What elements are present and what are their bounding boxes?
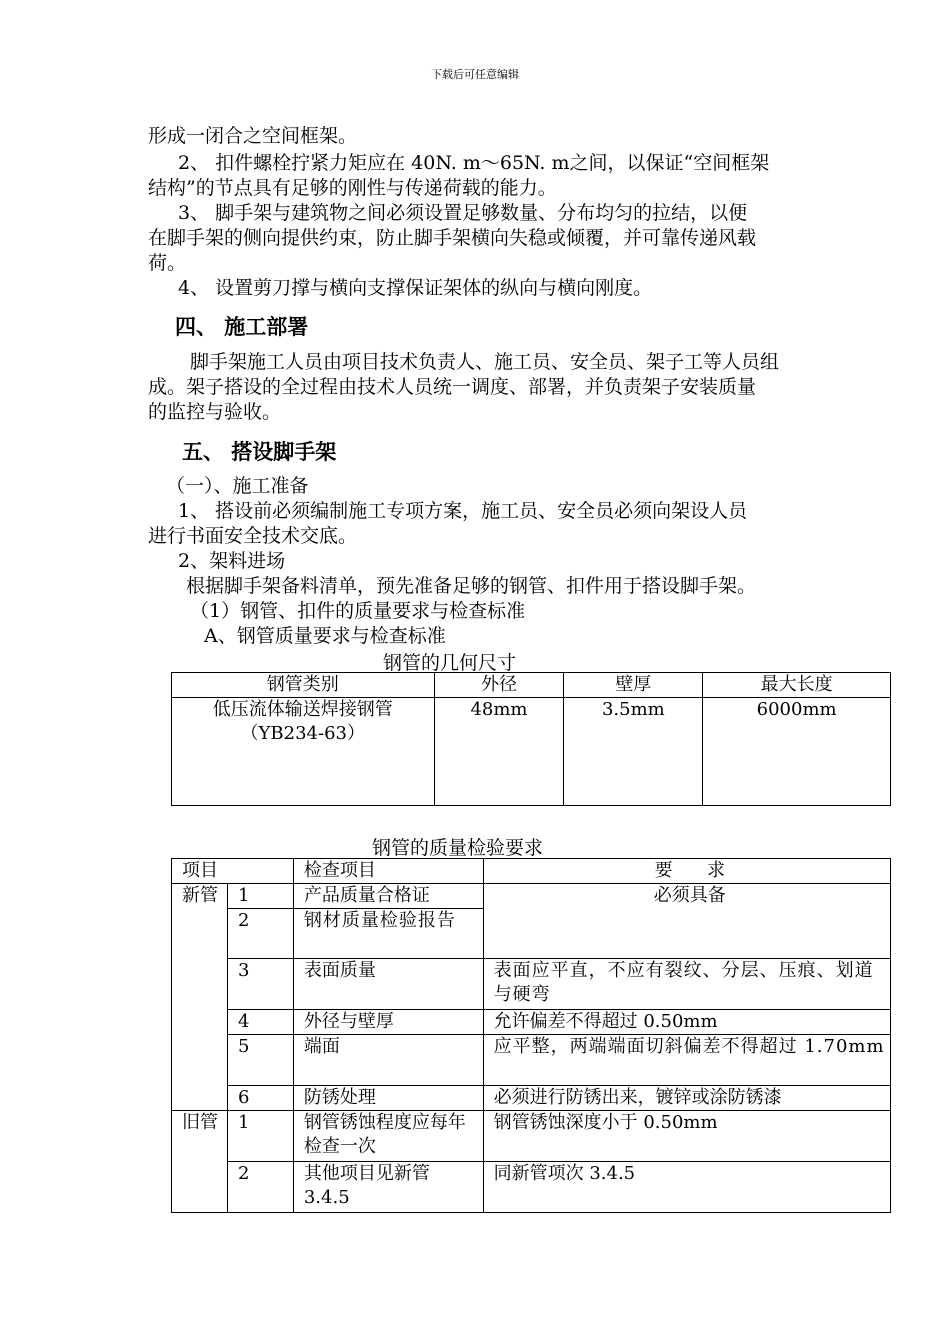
row-number: 2	[227, 1162, 293, 1213]
paragraph-line: 根据脚手架备料清单，预先准备足够的钢管、扣件用于搭设脚手架。	[186, 575, 757, 597]
header-cell: 最大长度	[703, 673, 891, 698]
paragraph-line: （1）钢管、扣件的质量要求与检查标准	[190, 600, 526, 622]
table-row	[172, 1010, 891, 1035]
requirement: 允许偏差不得超过 0.50mm	[483, 1010, 890, 1035]
paragraph-line: 成。架子搭设的全过程由技术人员统一调度、部署，并负责架子安装质量	[148, 376, 757, 398]
row-number: 3	[227, 959, 293, 1010]
paragraph-line: 荷。	[148, 252, 187, 274]
row-number: 1	[227, 1111, 293, 1162]
paragraph-line: 脚手架施工人员由项目技术负责人、施工员、安全员、架子工等人员组	[190, 351, 780, 373]
paragraph-line: 2、 扣件螺栓拧紧力矩应在 40N. m～65N. m之间，以保证“空间框架	[178, 152, 770, 174]
table-caption: 钢管的质量检验要求	[372, 837, 544, 859]
check-item: 产品质量合格证	[293, 884, 483, 909]
row-number: 1	[227, 884, 293, 909]
check-item: 其他项目见新管 3.4.5	[293, 1162, 483, 1213]
table-header-row	[172, 859, 891, 884]
table-header-row	[172, 673, 891, 698]
requirement: 应平整，两端端面切斜偏差不得超过 1.70mm	[483, 1035, 890, 1086]
group-old-cell: 旧管	[172, 1111, 228, 1213]
pipe-dimensions-table	[171, 672, 891, 806]
check-item: 钢材质量检验报告	[293, 909, 483, 959]
table-row	[172, 1111, 891, 1162]
paragraph-line: 形成一闭合之空间框架。	[148, 125, 358, 147]
check-item: 外径与壁厚	[293, 1010, 483, 1035]
table-row	[172, 1035, 891, 1086]
requirement: 同新管项次 3.4.5	[483, 1162, 890, 1213]
pipe-type-cell	[172, 698, 435, 806]
subsection-heading: （一）、施工准备	[166, 475, 309, 497]
wall-thickness-cell: 3.5mm	[564, 698, 703, 806]
section-heading: 四、 施工部署	[175, 315, 309, 339]
paragraph-line: 3、 脚手架与建筑物之间必须设置足够数量、分布均匀的拉结，以便	[178, 202, 748, 224]
check-item: 端面	[293, 1035, 483, 1086]
table-row	[172, 1162, 891, 1213]
paragraph-line: A、钢管质量要求与检查标准	[204, 625, 446, 647]
paragraph-line: 结构”的节点具有足够的刚性与传递荷载的能力。	[148, 177, 557, 199]
table-caption: 钢管的几何尺寸	[383, 652, 517, 674]
pipe-type-name: 低压流体输送焊接钢管	[212, 699, 393, 720]
paragraph-line: 2、架料进场	[178, 550, 286, 572]
row-number: 5	[227, 1035, 293, 1086]
table-row	[172, 698, 891, 806]
group-new-cell: 新管	[172, 884, 228, 1111]
row-number: 6	[227, 1086, 293, 1111]
pipe-type-standard: （YB234-63）	[240, 723, 365, 744]
check-item: 防锈处理	[293, 1086, 483, 1111]
requirement: 钢管锈蚀深度小于 0.50mm	[483, 1111, 890, 1162]
header-cell: 壁厚	[564, 673, 703, 698]
requirement: 表面应平直，不应有裂纹、分层、压痕、划道与硬弯	[483, 959, 890, 1010]
max-length-cell: 6000mm	[703, 698, 891, 806]
page-header: 下载后可任意编辑	[431, 68, 519, 81]
section-heading: 五、 搭设脚手架	[182, 440, 337, 464]
paragraph-line: 进行书面安全技术交底。	[148, 525, 358, 547]
paragraph-line: 的监控与验收。	[148, 401, 282, 423]
outer-diameter-cell: 48mm	[434, 698, 564, 806]
check-item: 表面质量	[293, 959, 483, 1010]
table-row	[172, 1086, 891, 1111]
check-item: 钢管锈蚀程度应每年检查一次	[293, 1111, 483, 1162]
row-number: 4	[227, 1010, 293, 1035]
requirement: 必须具备	[483, 884, 890, 959]
header-cell: 检查项目	[293, 859, 483, 884]
table-row	[172, 884, 891, 909]
table-row	[172, 959, 891, 1010]
requirement: 必须进行防锈出来，镀锌或涂防锈漆	[483, 1086, 890, 1111]
paragraph-line: 在脚手架的侧向提供约束，防止脚手架横向失稳或倾覆，并可靠传递风载	[148, 227, 757, 249]
header-cell: 要 求	[483, 859, 890, 884]
header-cell: 外径	[434, 673, 564, 698]
row-number: 2	[227, 909, 293, 959]
quality-inspection-table	[171, 858, 891, 1213]
header-cell: 项目	[172, 859, 294, 884]
header-cell: 钢管类别	[172, 673, 435, 698]
paragraph-line: 4、 设置剪刀撑与横向支撑保证架体的纵向与横向刚度。	[178, 277, 653, 299]
paragraph-line: 1、 搭设前必须编制施工专项方案，施工员、安全员必须向架设人员	[178, 500, 748, 522]
